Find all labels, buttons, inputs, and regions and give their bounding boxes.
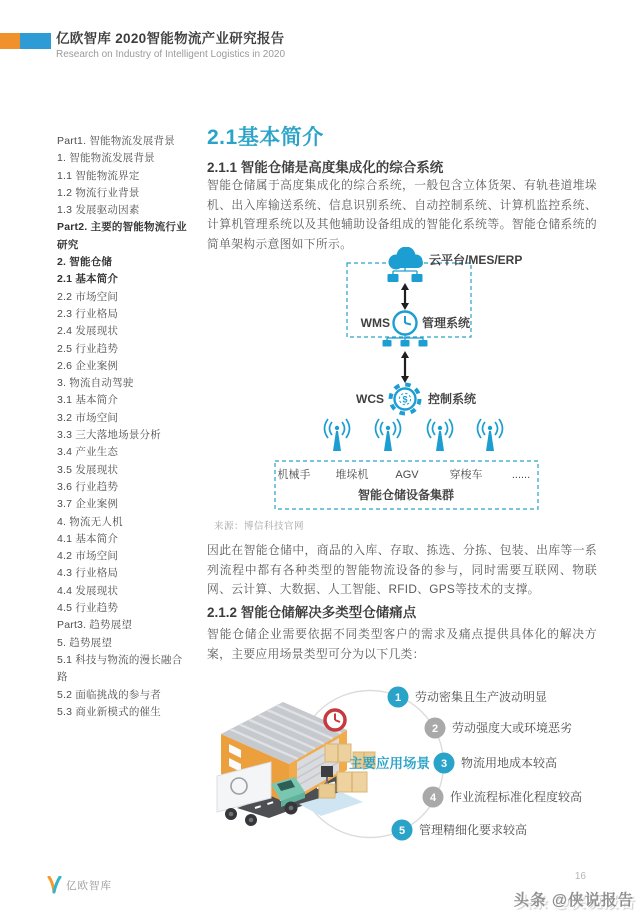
- toc-item: 5. 趋势展望: [57, 636, 113, 649]
- toc-item: 2.6 企业案例: [57, 359, 119, 372]
- gear-symbol: $: [402, 394, 408, 405]
- paragraph-2: 因此在智能仓储中，商品的入库、存取、拣选、分拣、包装、出库等一系列流程中都有各种类型的智能物流设备的参与，同时需要互联网、物联网、云计算、大数据、人工智能、RFID、GPS等技术的支撑。: [207, 543, 597, 596]
- toc-item: 2.1 基本简介: [57, 273, 119, 286]
- cloud-platform-label: 云平台/MES/ERP: [429, 253, 523, 267]
- watermark-text: 头条 @侠说报告: [513, 892, 634, 909]
- wms-label: 管理系统: [422, 316, 471, 330]
- antenna-icon: [325, 419, 350, 451]
- svg-text:3: 3: [440, 758, 448, 770]
- scenario-item: [425, 718, 573, 739]
- toc-item: 1.3 发展驱动因素: [57, 204, 140, 217]
- section-title: 2.1基本简介: [207, 126, 324, 149]
- toc-item: Part1. 智能物流发展背景: [57, 135, 175, 147]
- double-arrow-icon: [401, 283, 409, 310]
- wcs-abbr: WCS: [356, 392, 384, 406]
- page-number: 16: [574, 871, 586, 882]
- toc-item: 1.2 物流行业背景: [57, 186, 140, 199]
- scenario-item: [423, 787, 583, 808]
- scenario-label: 物流用地成本较高: [461, 756, 558, 770]
- toc-item: 4.2 市场空间: [57, 550, 119, 563]
- toc-item: 4.4 发展现状: [57, 584, 119, 597]
- toc-item: 2.2 市场空间: [57, 290, 119, 303]
- antenna-icon: [478, 419, 503, 451]
- toc-item: 1.1 智能物流界定: [57, 169, 140, 182]
- architecture-diagram: [207, 247, 597, 513]
- gear-icon: [391, 385, 420, 414]
- source-note: 来源：博信科技官网: [214, 521, 305, 532]
- toc-item: 2.4 发展现状: [57, 325, 119, 338]
- toc-item: 4.1 基本简介: [57, 532, 119, 545]
- paragraph-3: 智能仓储企业需要依据不同类型客户的需求及痛点提供具体化的解决方案，主要应用场景类型可分为以下几类：: [207, 627, 597, 661]
- subsection-heading-212: 2.1.2 智能仓储解决多类型仓储痛点: [207, 605, 417, 620]
- double-arrow-icon: [401, 351, 409, 383]
- toc-item: Part3. 趋势展望: [57, 619, 133, 632]
- antenna-icon: [428, 419, 453, 451]
- brand-blue-block: [20, 33, 51, 49]
- scenario-center-label: 主要应用场景: [349, 756, 430, 771]
- subsection-heading-211: 2.1.1 智能仓储是高度集成化的综合系统: [207, 160, 444, 175]
- scenario-item: [392, 820, 528, 841]
- svg-text:2: 2: [431, 723, 439, 735]
- device-label: 机械手: [277, 469, 311, 481]
- toc-item: 3.5 发展现状: [57, 463, 119, 476]
- device-label-ellipsis: ......: [511, 469, 531, 481]
- clock-illustration: [325, 710, 345, 730]
- toc-item: 3.7 企业案例: [57, 498, 119, 511]
- footer-logo: [46, 876, 112, 894]
- toc-item: 3.3 三大落地场景分析: [57, 429, 161, 442]
- svg-text:4: 4: [429, 792, 437, 804]
- toc-item: 2.5 行业趋势: [57, 342, 119, 355]
- scenario-item: [388, 687, 548, 708]
- device-label: 堆垛机: [335, 469, 369, 481]
- toc-item: 4. 物流无人机: [57, 515, 123, 528]
- toc-item: 5.3 商业新模式的催生: [57, 705, 161, 718]
- svg-text:1: 1: [394, 692, 402, 704]
- footer-logo-text: 亿欧智库: [66, 879, 112, 892]
- paragraph-1: 智能仓储属于高度集成化的综合系统，一般包含立体货架、有轨巷道堆垛机、出入库输送系统、信息识别系统、自动控制系统、计算机监控系统、计算机管理系统以及其他辅助设备组成的智能化系统等。智能仓储系统的简单架构示意图如下所示。: [207, 178, 597, 251]
- toc-item: 3.1 基本简介: [57, 394, 119, 407]
- svg-text:5: 5: [398, 825, 406, 837]
- device-label: AGV: [395, 469, 419, 481]
- toc-item: 3.6 行业趋势: [57, 480, 119, 493]
- scenario-item: [434, 753, 558, 774]
- antenna-icon: [376, 419, 401, 451]
- wms-abbr: WMS: [360, 316, 390, 330]
- antenna-icons: [325, 419, 503, 451]
- brand-orange-block: [0, 33, 20, 49]
- device-label: 穿梭车: [449, 469, 483, 481]
- toc-item: 1. 智能物流发展背景: [57, 152, 155, 165]
- toc-item: 2.3 行业格局: [57, 307, 119, 320]
- scenarios-diagram: [207, 680, 597, 875]
- wcs-label: 控制系统: [428, 392, 477, 406]
- toc-item: Part2. 主要的智能物流行业研究: [57, 221, 187, 251]
- report-title: 亿欧智库 2020智能物流产业研究报告: [56, 31, 285, 46]
- brand-y-icon: [46, 876, 62, 894]
- toc-item: 5.2 面临挑战的参与者: [57, 688, 161, 701]
- report-subtitle: Research on Industry of Intelligent Logistics in 2020: [56, 49, 286, 60]
- toc-item: 3.2 市场空间: [57, 411, 119, 424]
- clock-icon: [394, 312, 417, 335]
- cloud-icon: [389, 247, 424, 270]
- table-of-contents: [57, 133, 191, 721]
- toc-item: 3. 物流自动驾驶: [57, 377, 134, 390]
- scenario-label: 劳动强度大或环境恶劣: [452, 721, 573, 735]
- toc-item: 2. 智能仓储: [57, 256, 113, 269]
- device-group-label: 智能仓储设备集群: [357, 488, 455, 502]
- toc-item: 4.3 行业格局: [57, 567, 119, 580]
- folder-network-icon: [388, 268, 423, 282]
- scenario-label: 管理精细化要求较高: [419, 823, 528, 837]
- scenario-label: 劳动密集且生产波动明显: [415, 690, 548, 704]
- toc-item: 3.4 产业生态: [57, 446, 119, 459]
- toc-item: 4.5 行业趋势: [57, 602, 119, 615]
- scenario-label: 作业流程标准化程度较高: [450, 790, 583, 804]
- toc-item: 5.1 科技与物流的漫长融合路: [57, 653, 183, 684]
